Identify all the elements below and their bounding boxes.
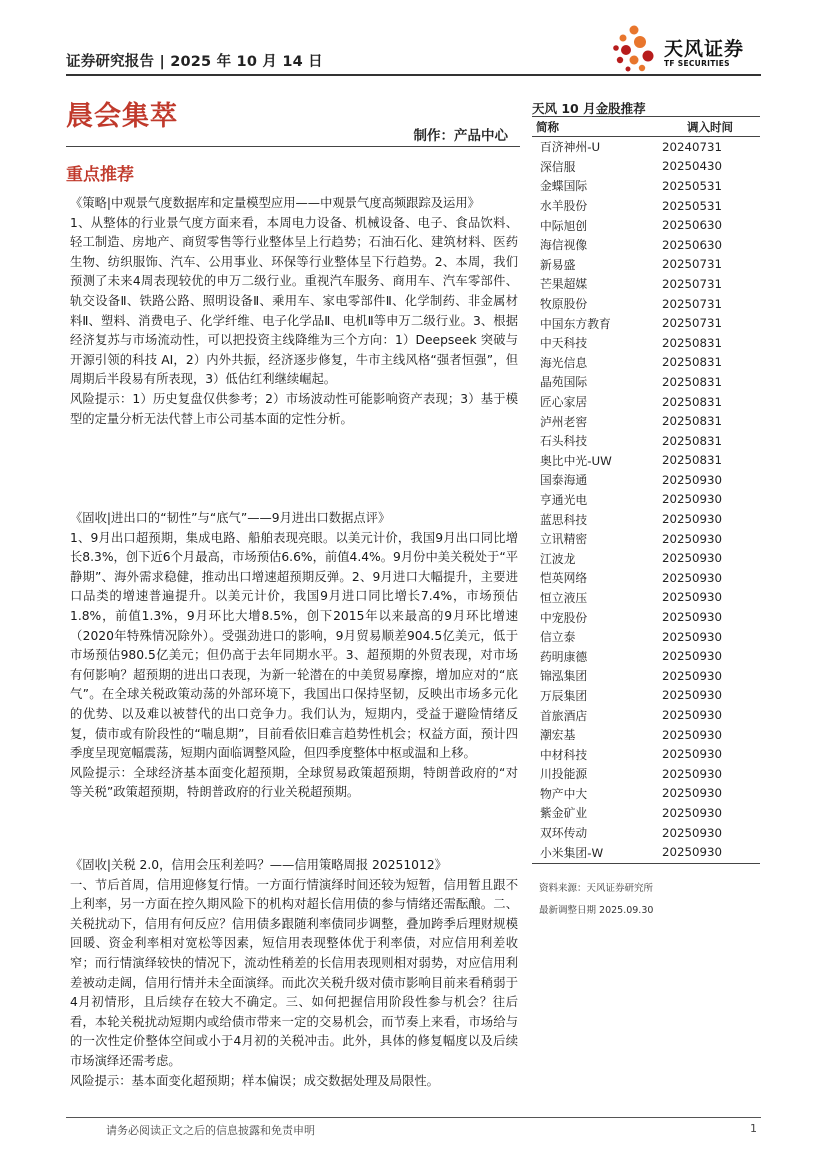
stock-date: 20250430 bbox=[662, 159, 723, 174]
stock-date: 20250930 bbox=[662, 492, 723, 507]
stock-date: 20250930 bbox=[662, 472, 723, 487]
stock-name: 百济神州-U bbox=[540, 140, 601, 155]
table-row bbox=[536, 137, 758, 157]
stock-name: 恺英网络 bbox=[540, 571, 588, 586]
article-body: 1、从整体的行业景气度方面来看，本周电力设备、机械设备、电子、食品饮料、轻工制造、房地产、商贸零售等行业整体呈上行趋势；石油石化、建筑材料、医药生物、纺织服饰、汽车、公用事业、环保等行业整体呈下行趋势。2、本周，我们预测了未来4周表现较优的申万二级行业。重视汽车服务、商用车、汽车零部件、轨交设备Ⅱ、铁路公路、照明设备Ⅱ、乘用车、家电零部件Ⅱ、化学制药、非金属材料Ⅱ、塑料、消费电子、化学纤维、电子化学品Ⅱ、电机Ⅱ等申万二级行业。3、根据经济复苏与市场流动性，可以把投资主线降维为三个方向：1）Deepseek 突破与开源引领的科技 AI，2）内外共振，经济逐步修复，牛市主线风格“强者恒强”，但周期后半段易有所表现，3）低估红利继续崛起。 bbox=[70, 215, 518, 387]
stock-date: 20250930 bbox=[662, 512, 723, 527]
stock-name: 川投能源 bbox=[540, 767, 588, 782]
stock-date: 20250930 bbox=[662, 747, 723, 762]
stock-date: 20250930 bbox=[662, 629, 723, 644]
stock-name: 双环传动 bbox=[540, 826, 588, 841]
stock-name: 药明康德 bbox=[540, 649, 588, 664]
stock-name: 立讯精密 bbox=[540, 532, 588, 547]
table-row bbox=[536, 548, 758, 568]
last-updated-note: 最新调整日期 2025.09.30 bbox=[539, 905, 654, 916]
article-risk: 风险提示：全球经济基本面变化超预期，全球贸易政策超预期，特朗普政府的“对等关税”政策超预期，特朗普政府的行业关税超预期。 bbox=[70, 765, 518, 800]
stock-name: 新易盛 bbox=[540, 257, 576, 272]
stock-name: 中国东方教育 bbox=[540, 316, 611, 331]
data-source-note: 资料来源：天风证券研究所 bbox=[539, 883, 654, 894]
table-row bbox=[536, 451, 758, 471]
stock-name: 国泰海通 bbox=[540, 473, 588, 488]
stock-date: 20250731 bbox=[662, 316, 723, 331]
stock-date: 20250831 bbox=[662, 335, 723, 350]
stock-name: 江波龙 bbox=[540, 551, 576, 566]
article-risk: 风险提示：1）历史复盘仅供参考；2）市场波动性可能影响资产表现；3）基于模型的定量分析无法代替上市公司基本面的定性分析。 bbox=[70, 391, 518, 426]
stock-name: 中材科技 bbox=[540, 747, 588, 762]
stock-name: 泸州老窖 bbox=[540, 414, 588, 429]
stock-date: 20250930 bbox=[662, 531, 723, 546]
table-row bbox=[536, 803, 758, 823]
table-row bbox=[536, 588, 758, 608]
column-header-name: 简称 bbox=[536, 120, 559, 134]
stock-name: 蓝思科技 bbox=[540, 512, 588, 527]
stock-name: 紫金矿业 bbox=[540, 806, 588, 821]
stock-date: 20250930 bbox=[662, 786, 723, 801]
stock-name: 物产中大 bbox=[540, 786, 588, 801]
stock-name: 芒果超媒 bbox=[540, 277, 588, 292]
table-row bbox=[536, 725, 758, 745]
stock-date: 20250731 bbox=[662, 257, 723, 272]
report-header-line: 证券研究报告 | 2025 年 10 月 14 日 bbox=[66, 54, 323, 70]
stock-date: 20250930 bbox=[662, 551, 723, 566]
article-risk: 风险提示：基本面变化超预期；样本偏误；成交数据处理及局限性。 bbox=[70, 1073, 439, 1088]
stock-name: 匠心家居 bbox=[540, 395, 588, 410]
stock-name: 亨通光电 bbox=[540, 492, 588, 507]
stock-date: 20250930 bbox=[662, 590, 723, 605]
stock-date: 20250930 bbox=[662, 727, 723, 742]
article-body: 一、节后首周，信用迎修复行情。一方面行情演绎时间还较为短暂，信用暂且跟不上利率，另一方面在控久期风险下的机构对超长信用债的参与情绪还需酝酿。二、关税扰动下，信用有何反应？信用债多跟随利率债同步调整，叠加跨季后理财规模回暖、资金利率相对宽松等因素，短信用表现整体优于利率债，对应信用利差收窄；而行情演绎较快的情况下，流动性稍差的长信用表现则相对弱势，对应信用利差被动走阔，信用行情并未全面演绎。而此次关税升级对债市影响目前来看稍弱于4月初情形，且后续存在较大不确定。三、如何把握信用阶段性参与机会？往后看，本轮关税扰动短期内或给债市带来一定的交易机会，而节奏上来看，市场给与的一次性定价整体空间或小于4月初的关税冲击。此外，具体的修复幅度以及后续市场演绎还需考虑。 bbox=[70, 877, 518, 1068]
stock-date: 20250930 bbox=[662, 845, 723, 860]
stock-date: 20250930 bbox=[662, 766, 723, 781]
stock-name: 小米集团-W bbox=[540, 845, 604, 860]
stock-name: 潮宏基 bbox=[540, 728, 576, 743]
stock-date: 20250531 bbox=[662, 198, 723, 213]
stock-table-body bbox=[536, 137, 758, 862]
stock-date: 20240731 bbox=[662, 139, 723, 154]
stock-name: 石头科技 bbox=[540, 434, 588, 449]
stock-name: 晶苑国际 bbox=[540, 375, 588, 390]
stock-name: 海光信息 bbox=[540, 355, 588, 370]
stock-name: 深信服 bbox=[540, 159, 576, 174]
stock-date: 20250731 bbox=[662, 296, 723, 311]
stock-date: 20250930 bbox=[662, 688, 723, 703]
article-credit-strategy bbox=[70, 856, 518, 1091]
table-row bbox=[536, 470, 758, 490]
article-trade-data bbox=[70, 509, 518, 803]
table-row bbox=[536, 274, 758, 294]
stock-date: 20250630 bbox=[662, 218, 723, 233]
table-row bbox=[536, 411, 758, 431]
table-row bbox=[536, 607, 758, 627]
logo-chinese-text: 天风证券 bbox=[664, 38, 745, 60]
stock-name: 万辰集团 bbox=[540, 688, 588, 703]
stock-name: 信立泰 bbox=[540, 630, 576, 645]
stock-name: 锦泓集团 bbox=[540, 669, 588, 684]
stock-name: 中际旭创 bbox=[540, 218, 588, 233]
disclaimer-text: 请务必阅读正文之后的信息披露和免责申明 bbox=[106, 1124, 315, 1137]
section-heading: 重点推荐 bbox=[66, 165, 134, 185]
logo-english-text: TF SECURITIES bbox=[664, 59, 730, 68]
table-row bbox=[536, 333, 758, 353]
article-strategy bbox=[70, 194, 518, 429]
table-row bbox=[536, 842, 758, 862]
table-row bbox=[536, 431, 758, 451]
stock-date: 20250831 bbox=[662, 453, 723, 468]
table-row bbox=[536, 744, 758, 764]
tf-securities-logo bbox=[612, 24, 762, 72]
stock-name: 海信视像 bbox=[540, 238, 588, 253]
stock-date: 20250831 bbox=[662, 374, 723, 389]
table-row bbox=[536, 823, 758, 843]
stock-date: 20250930 bbox=[662, 610, 723, 625]
stock-picks-table bbox=[536, 117, 758, 862]
table-row bbox=[536, 294, 758, 314]
stock-table-header-rule bbox=[532, 136, 760, 137]
article-body: 1、9月出口超预期，集成电路、船舶表现亮眼。以美元计价，我国9月出口同比增长8.3%，创下近6个月最高，市场预估6.6%，前值4.4%。9月份中美关税处于“平静期”、海外需求稳健，推动出口增速超预期反弹。2、9月进口大幅提升，主要进口品类的增速普遍提升。以美元计价，我国9月进口同比增长7.4%，市场预估1.8%，前值1.3%，9月环比大增8.5%，创下2015年以来最高的9月环比增速（2020年特殊情况除外）。受强劲进口的影响，9月贸易顺差904.5亿美元，低于市场预估980.5亿美元；但仍高于去年同期水平。3、超预期的外贸表现，对市场有何影响？超预期的进出口表现，为新一轮潜在的中美贸易摩擦，增加应对的“底气”。在全球关税政策动荡的外部环境下，我国出口保持坚韧，反映出市场多元化的优势、以及难以被替代的出口竞争力。我们认为，短期内，受益于避险情绪反复，债市或有阶段性的“喘息期”，目前看依旧难言趋势性机会；权益方面，预计四季度呈现宽幅震荡，短期内面临调整风险，但四季度整体中枢或温和上移。 bbox=[70, 530, 518, 761]
table-row bbox=[536, 215, 758, 235]
stock-name: 金蝶国际 bbox=[540, 179, 588, 194]
page-number: 1 bbox=[750, 1122, 757, 1135]
stock-name: 中宠股份 bbox=[540, 610, 588, 625]
stock-table-bottom-rule bbox=[532, 863, 760, 864]
stock-date: 20250930 bbox=[662, 649, 723, 664]
stock-date: 20250930 bbox=[662, 805, 723, 820]
table-header-row bbox=[536, 117, 758, 137]
header-divider bbox=[66, 74, 761, 76]
stock-date: 20250531 bbox=[662, 178, 723, 193]
title-divider bbox=[66, 146, 520, 147]
stock-name: 牧原股份 bbox=[540, 297, 588, 312]
stock-date: 20250731 bbox=[662, 276, 723, 291]
table-row bbox=[536, 176, 758, 196]
article-title: 《固收|进出口的“韧性”与“底气”——9月进出口数据点评》 bbox=[70, 511, 391, 525]
table-row bbox=[536, 784, 758, 804]
table-row bbox=[536, 490, 758, 510]
producer-label: 制作：产品中心 bbox=[413, 128, 508, 144]
table-row bbox=[536, 705, 758, 725]
table-row bbox=[536, 666, 758, 686]
article-title: 《策略|中观景气度数据库和定量模型应用——中观景气度高频跟踪及运用》 bbox=[70, 196, 480, 210]
logo-dots-icon bbox=[612, 24, 658, 72]
table-row bbox=[536, 235, 758, 255]
table-row bbox=[536, 255, 758, 275]
stock-date: 20250630 bbox=[662, 237, 723, 252]
table-row bbox=[536, 529, 758, 549]
stock-date: 20250930 bbox=[662, 825, 723, 840]
table-row bbox=[536, 353, 758, 373]
stock-name: 恒立液压 bbox=[540, 590, 588, 605]
table-row bbox=[536, 157, 758, 177]
table-row bbox=[536, 509, 758, 529]
stock-date: 20250831 bbox=[662, 414, 723, 429]
column-header-date: 调入时间 bbox=[687, 120, 733, 134]
table-row bbox=[536, 196, 758, 216]
page-title: 晨会集萃 bbox=[66, 101, 178, 132]
stock-date: 20250831 bbox=[662, 394, 723, 409]
stock-picks-title: 天风 10 月金股推荐 bbox=[532, 101, 646, 116]
footer-divider bbox=[66, 1117, 761, 1118]
stock-name: 水羊股份 bbox=[540, 199, 588, 214]
stock-name: 首旅酒店 bbox=[540, 708, 588, 723]
stock-name: 中天科技 bbox=[540, 336, 588, 351]
table-row bbox=[536, 646, 758, 666]
table-row bbox=[536, 372, 758, 392]
stock-date: 20250831 bbox=[662, 433, 723, 448]
table-row bbox=[536, 313, 758, 333]
table-row bbox=[536, 392, 758, 412]
stock-date: 20250930 bbox=[662, 708, 723, 723]
stock-date: 20250930 bbox=[662, 570, 723, 585]
stock-date: 20250831 bbox=[662, 355, 723, 370]
stock-name: 奥比中光-UW bbox=[540, 453, 612, 468]
table-row bbox=[536, 568, 758, 588]
table-row bbox=[536, 627, 758, 647]
table-row bbox=[536, 686, 758, 706]
table-row bbox=[536, 764, 758, 784]
stock-date: 20250930 bbox=[662, 668, 723, 683]
article-title: 《固收|关税 2.0，信用会压利差吗？——信用策略周报 20251012》 bbox=[70, 858, 447, 872]
